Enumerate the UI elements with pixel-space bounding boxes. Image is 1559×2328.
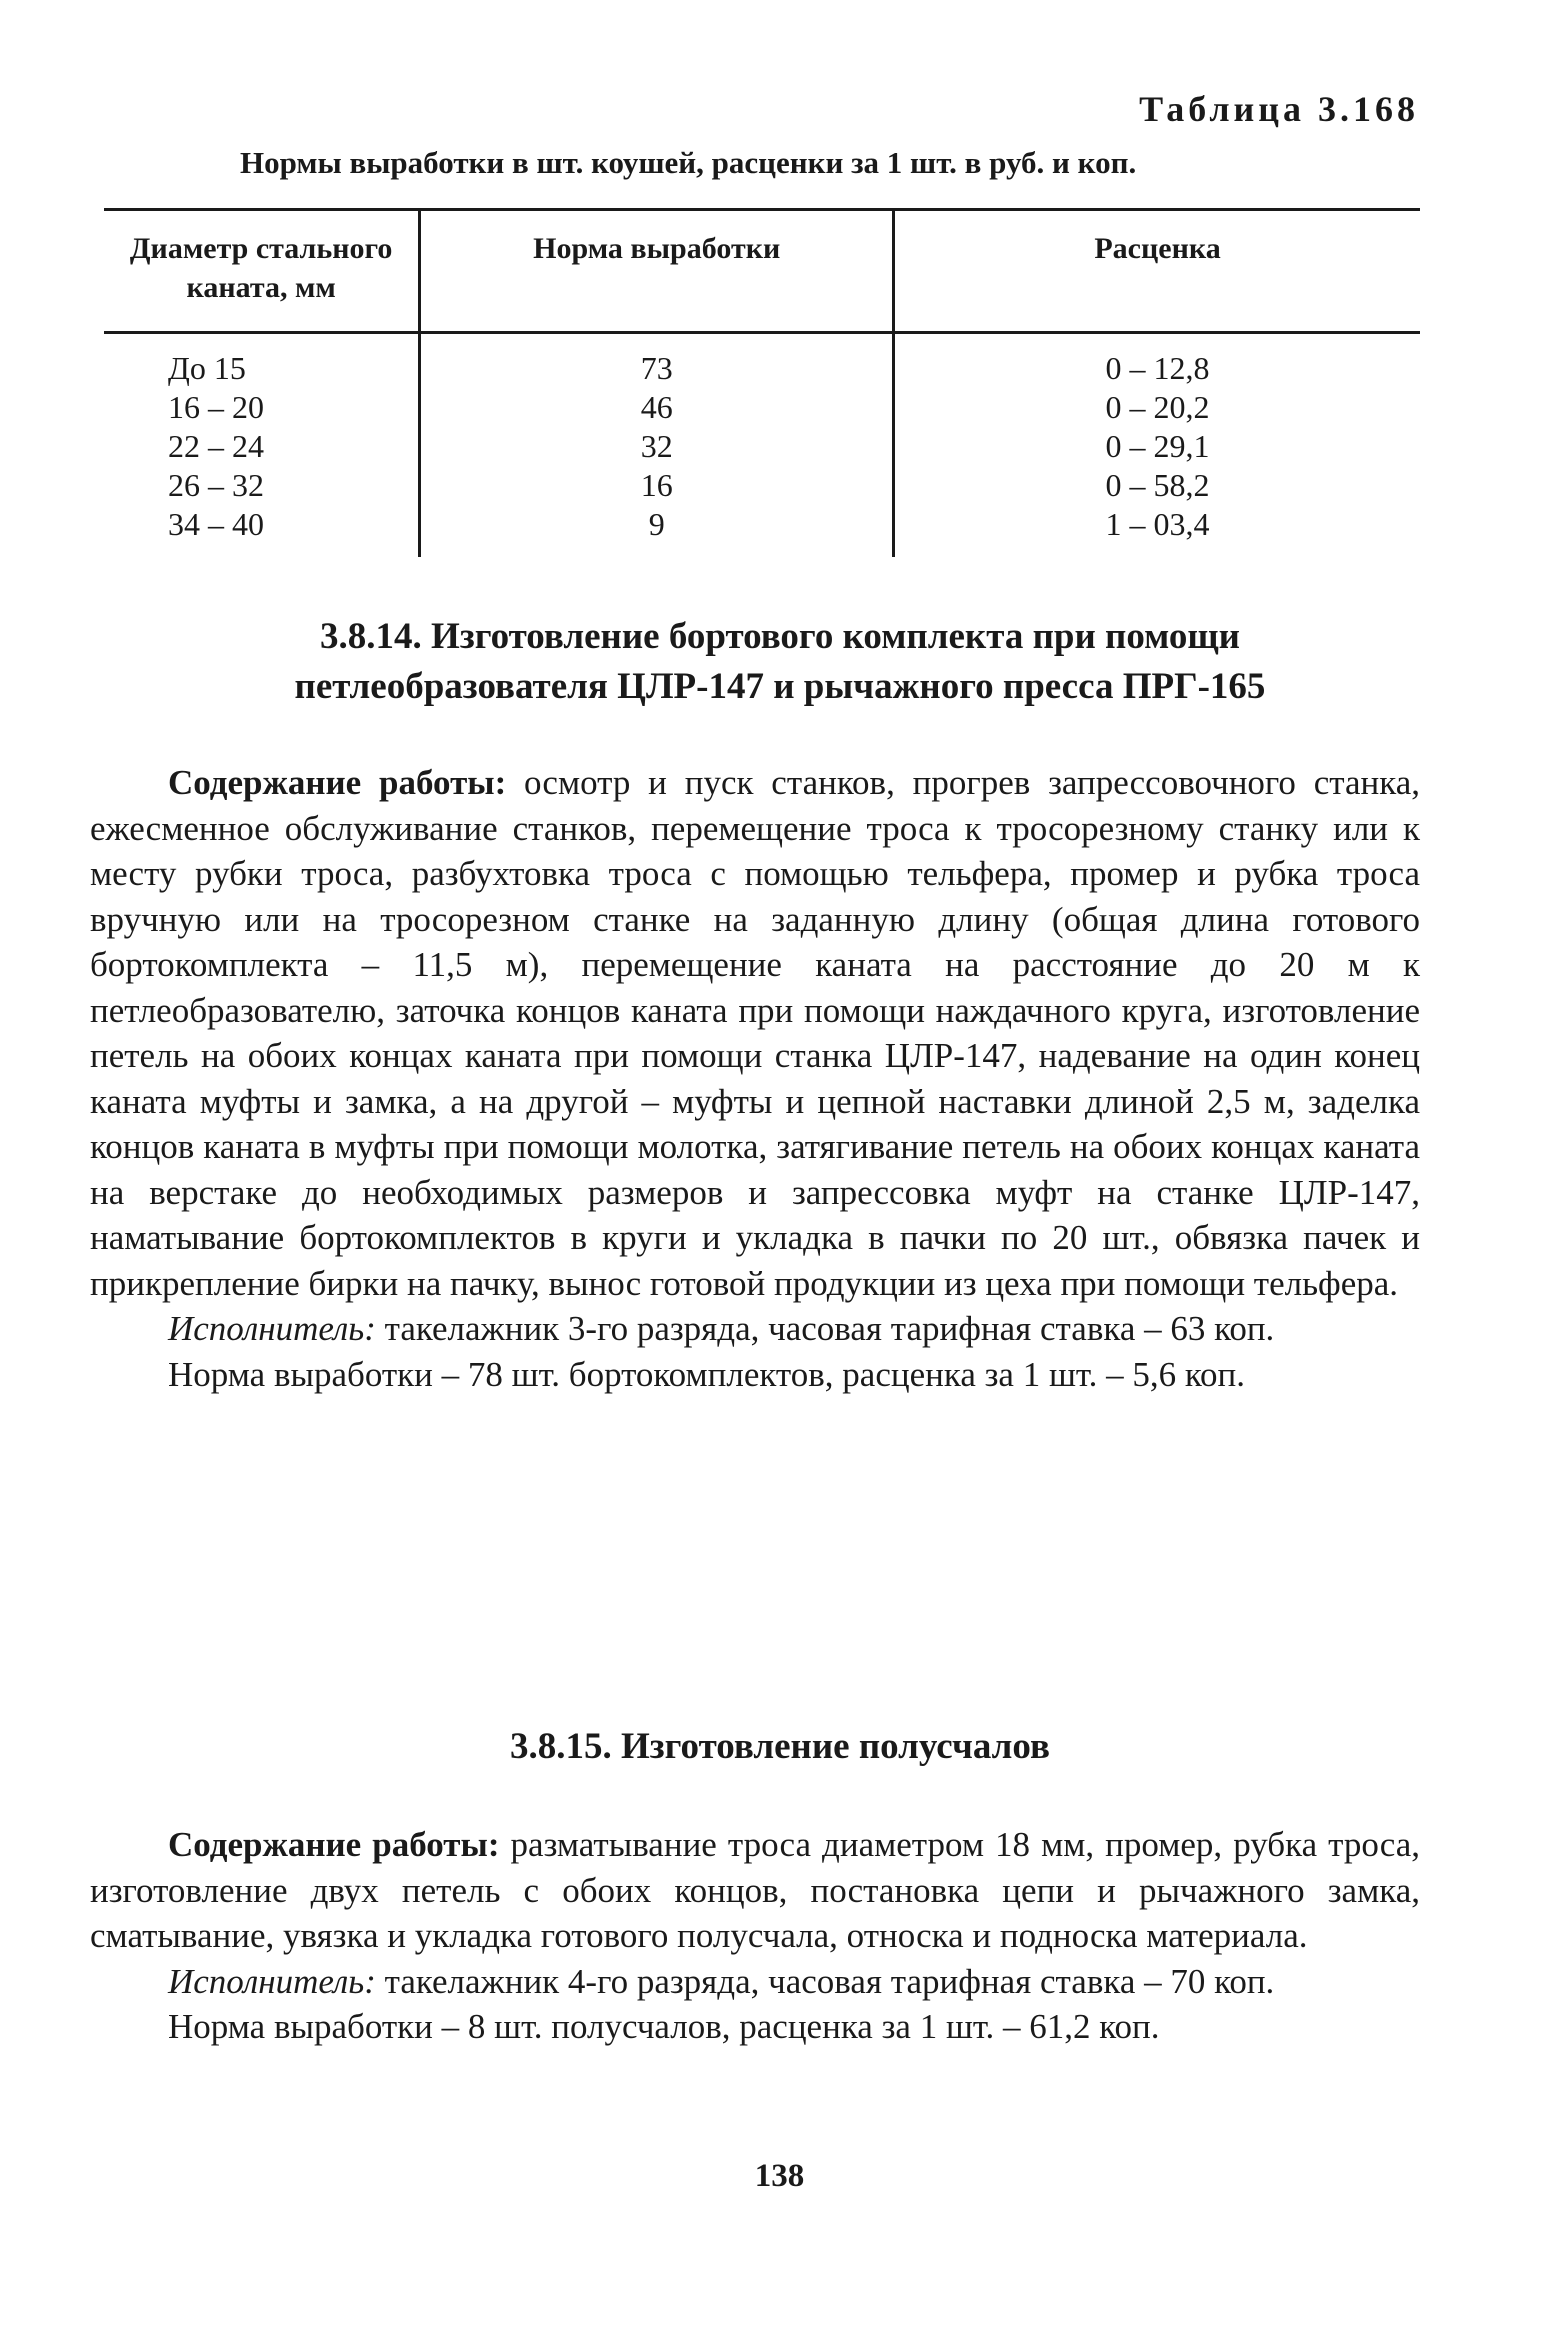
header-price: Расценка — [894, 210, 1420, 333]
section-3-8-15-title: 3.8.15. Изготовление полусчалов — [510, 1726, 1050, 1767]
executor-text: такелажник 3-го разряда, часовая тарифная ставка – 63 коп. — [375, 1309, 1275, 1348]
cell-diameter: 34 – 40 — [168, 506, 264, 542]
section-title-line: 3.8.14. Изготовление бортового комплекта при помощи — [320, 616, 1240, 657]
table-header-row — [104, 210, 1420, 333]
section-title-line: петлеобразователя ЦЛР-147 и рычажного пресса ПРГ-165 — [294, 666, 1266, 707]
table-row — [104, 388, 1420, 427]
cell-norm: 46 — [420, 388, 894, 427]
page-number: 138 — [754, 2158, 805, 2194]
content-label: Содержание работы: — [168, 1825, 500, 1864]
norm-paragraph: Норма выработки – 8 шт. полусчалов, расценка за 1 шт. – 61,2 коп. — [168, 2007, 1160, 2046]
section-3-8-14-title — [140, 612, 1420, 712]
cell-price: 0 – 29,1 — [894, 427, 1420, 466]
cell-norm: 73 — [420, 333, 894, 389]
work-content-paragraph — [90, 1822, 1420, 1959]
cell-price: 0 – 12,8 — [894, 333, 1420, 389]
work-content-paragraph — [90, 760, 1420, 1306]
executor-text: такелажник 4-го разряда, часовая тарифная ставка – 70 коп. — [375, 1961, 1275, 2001]
cell-diameter: 16 – 20 — [168, 389, 264, 425]
cell-norm: 9 — [420, 505, 894, 557]
cell-diameter: До 15 — [168, 350, 246, 386]
header-diameter: Диаметр стального каната, мм — [104, 210, 420, 333]
norms-table — [104, 208, 1420, 557]
table-row — [104, 427, 1420, 466]
cell-price: 0 – 58,2 — [894, 466, 1420, 505]
norm-paragraph: Норма выработки – 78 шт. бортокомплектов, расценка за 1 шт. – 5,6 коп. — [168, 1354, 1246, 1394]
table-row — [104, 466, 1420, 505]
executor-paragraph — [90, 1959, 1420, 2005]
header-norm: Норма выработки — [420, 210, 894, 333]
section-3-8-14-body — [90, 760, 1420, 1397]
cell-diameter: 26 – 32 — [168, 467, 264, 503]
content-text: разматывание троса диаметром 18 мм, промер, рубка троса, изготовление двух петель с обоих концов, постановка цепи и рычажного замка, сматывание, увязка и укладка готового полусчала, относка и подноска материала. — [90, 1825, 1420, 1955]
cell-price: 1 – 03,4 — [894, 505, 1420, 557]
cell-norm: 32 — [420, 427, 894, 466]
table-caption: Нормы выработки в шт. коушей, расценки за 1 шт. в руб. и коп. — [240, 145, 1137, 180]
cell-price: 0 – 20,2 — [894, 388, 1420, 427]
executor-label: Исполнитель: — [168, 1961, 376, 2001]
table-label: Таблица 3.168 — [1139, 89, 1419, 129]
executor-label: Исполнитель: — [168, 1309, 376, 1348]
cell-norm: 16 — [420, 466, 894, 505]
cell-diameter: 22 – 24 — [168, 428, 264, 464]
table-row — [104, 333, 1420, 389]
content-text: осмотр и пуск станков, прогрев запрессовочного станка, ежесменное обслуживание станков, перемещение троса к тросорезному станку или к месту рубки троса, разбухтовка троса с помощью тельфера, промер и рубка троса вручную или на тросорезном станке на заданную длину (общая длина готового бортокомплекта – 11,5 м), перемещение каната на расстояние до 20 м к петлеобразователю, заточка концов каната при помощи наждачного круга, изготовление петель на обоих концах каната при помощи станка ЦЛР-147, надевание на один конец каната муфты и замка, а на другой – муфты и цепной наставки длиной 2,5 м, заделка концов каната в муфты при помощи молотка, затягивание петель на обоих концах каната на верстаке до необходимых размеров и запрессовка муфт на станке ЦЛР-147, наматывание бортокомплектов в круги и укладка в пачки по 20 шт., обвязка пачек и прикрепление бирки на пачку, вынос готовой продукции из цеха при помощи тельфера. — [90, 763, 1420, 1303]
table-row — [104, 505, 1420, 557]
executor-paragraph — [90, 1306, 1420, 1352]
section-3-8-15-body — [90, 1822, 1420, 2050]
content-label: Содержание работы: — [168, 763, 507, 802]
